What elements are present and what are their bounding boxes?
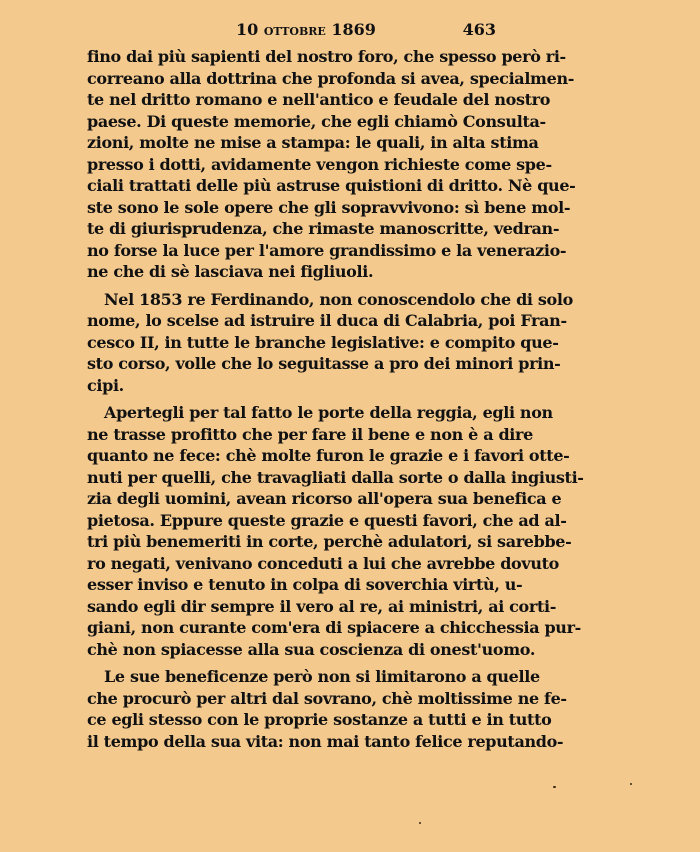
- text-line: no forse la luce per l'amore grandissimo e la venerazio-: [87, 240, 567, 260]
- text-line: Le sue beneficenze però non si limitarono a quelle: [104, 667, 540, 686]
- date-month: ottobre: [263, 21, 326, 39]
- text-line: chè non spiacesse alla sua coscienza di onest'uomo.: [87, 639, 536, 659]
- text-line: ne trasse profitto che per fare il bene e non è a dire: [87, 424, 533, 444]
- text-line: nome, lo scelse ad istruire il duca di Calabria, poi Fran-: [87, 311, 567, 330]
- text-line: esser inviso e tenuto in colpa di soverchia virtù, u-: [87, 575, 523, 594]
- text-line: ce egli stesso con le proprie sostanze a tutti e in tutto: [87, 710, 552, 729]
- text-line: paese. Di queste memorie, che egli chiamò Consulta-: [87, 111, 546, 131]
- text-line: sando egli dir sempre il vero al re, ai ministri, ai corti-: [87, 596, 557, 616]
- text-line: ro negati, venivano conceduti a lui che avrebbe dovuto: [87, 553, 559, 573]
- text-line: zia degli uomini, avean ricorso all'opera sua benefica e: [87, 489, 562, 508]
- text-line: cesco II, in tutte le branche legislative: e compito que-: [87, 332, 559, 352]
- paragraph: [87, 289, 573, 397]
- speck: [630, 783, 632, 785]
- text-line: sto corso, volle che lo seguitasse a pro dei minori prin-: [87, 354, 561, 373]
- paragraph: [87, 46, 576, 283]
- speck: [553, 786, 556, 788]
- page-number: 463: [462, 20, 496, 39]
- text-line: giani, non curante com'era di spiacere a chicchessia pur-: [87, 618, 581, 637]
- text-line: zioni, molte ne mise a stampa: le quali, in alta stima: [87, 133, 539, 152]
- text-line: pietosa. Eppure queste grazie e questi favori, che ad al-: [87, 510, 567, 530]
- text-line: fino dai più sapienti del nostro foro, che spesso però ri-: [87, 47, 566, 66]
- date-year: 1869: [331, 20, 376, 39]
- text-line: cipi.: [87, 375, 124, 395]
- text-line: tri più benemeriti in corte, perchè adulatori, si sarebbe-: [87, 532, 572, 551]
- text-line: ne che di sè lasciava nei figliuoli.: [87, 262, 374, 281]
- text-line: quanto ne fece: chè molte furon le grazie e i favori otte-: [87, 446, 570, 465]
- text-line: ste sono le sole opere che gli sopravvivono: sì bene mol-: [87, 197, 571, 217]
- paragraph: [87, 666, 567, 752]
- text-line: presso i dotti, avidamente vengon richieste come spe-: [87, 154, 552, 174]
- text-line: che procurò per altri dal sovrano, chè moltissime ne fe-: [87, 688, 567, 708]
- text-line: correano alla dottrina che profonda si avea, specialmen-: [87, 68, 575, 88]
- text-line: te nel dritto romano e nell'antico e feudale del nostro: [87, 90, 551, 109]
- text-line: nuti per quelli, che travagliati dalla sorte o dalla ingiusti-: [87, 467, 584, 487]
- text-line: ciali trattati delle più astruse quistioni di dritto. Nè que-: [87, 176, 576, 195]
- running-header: [88, 20, 516, 42]
- paragraph: [87, 402, 584, 660]
- header-date: [236, 20, 376, 39]
- body-text: [87, 46, 584, 752]
- text-line: Apertegli per tal fatto le porte della reggia, egli non: [104, 403, 553, 422]
- text-line: Nel 1853 re Ferdinando, non conoscendolo che di solo: [104, 289, 573, 309]
- text-line: il tempo della sua vita: non mai tanto felice reputando-: [87, 731, 564, 751]
- text-line: te di giurisprudenza, che rimaste manoscritte, vedran-: [87, 219, 560, 238]
- speck: [419, 822, 421, 824]
- date-day: 10: [236, 20, 259, 39]
